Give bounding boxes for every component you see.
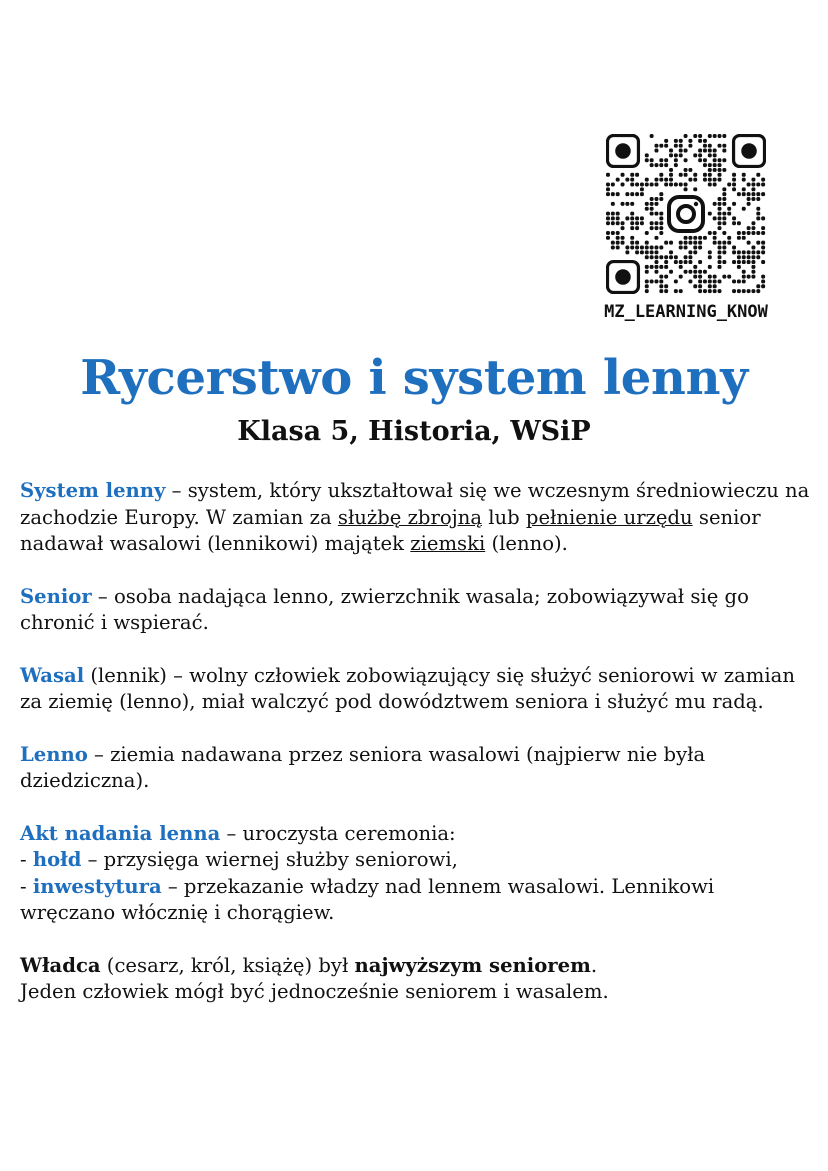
definition-system-lenny: System lenny – system, który ukształtował się we wczesnym średniowieczu na zachodzie Europy. W zamian za służbę zbrojną lub pełnienie urzędu senior nadawał wasalowi (lennikowi) majątek ziemski (lenno). [20, 479, 810, 555]
instagram-icon [666, 194, 706, 234]
page-title: Rycerstwo i system lenny [80, 350, 748, 406]
underlined-urzad: pełnienie urzędu [525, 505, 693, 529]
term-lenno: Lenno [20, 742, 88, 766]
term-inwestytura: inwestytura [32, 874, 162, 898]
qr-code [606, 134, 766, 294]
bold-najwyzszy-senior: najwyższym seniorem [354, 953, 591, 977]
term-system-lenny: System lenny [20, 479, 166, 502]
term-hold: hołd [32, 848, 82, 871]
qr-finder-top-right [734, 136, 765, 167]
term-wladca: Władca [20, 953, 101, 977]
term-wasal: Wasal [20, 663, 85, 687]
definition-lenno: Lenno – ziemia nadawana przez seniora wasalowi (najpierw nie była dziedziczna). [20, 742, 706, 792]
content [20, 478, 812, 1032]
definition-akt-nadania: Akt nadania lenna – uroczysta ceremonia: - hołd – przysięga wiernej służby seniorowi, - inwestytura – przekazanie władzy nad lennem wasalowi. Lennikowi wręczano włócznię i chorągiew. [20, 821, 715, 924]
underlined-sluzba: służbę zbrojną [337, 505, 483, 529]
page-subtitle: Klasa 5, Historia, WSiP [237, 416, 591, 447]
definition-wladca: Władca (cesarz, król, książę) był najwyższym seniorem. Jeden człowiek mógł być jednocześnie seniorem i wasalem. [20, 953, 609, 1003]
term-akt-nadania-lenna: Akt nadania lenna [20, 821, 221, 845]
qr-code-block [600, 134, 772, 322]
qr-finder-top-left [608, 136, 639, 167]
instagram-handle: MZ_LEARNING_KNOW [604, 302, 768, 322]
term-senior: Senior [20, 584, 92, 608]
definition-senior: Senior – osoba nadająca lenno, zwierzchnik wasala; zobowiązywał się go chronić i wspierać. [20, 584, 749, 634]
qr-finder-bottom-left [608, 262, 639, 293]
wladca-second-line: Jeden człowiek mógł być jednocześnie seniorem i wasalem. [20, 980, 609, 1003]
underlined-ziemski: ziemski [410, 532, 486, 555]
definition-wasal: Wasal (lennik) – wolny człowiek zobowiązujący się służyć seniorowi w zamian za ziemię (lenno), miał walczyć pod dowództwem seniora i służyć mu radą. [20, 663, 795, 713]
